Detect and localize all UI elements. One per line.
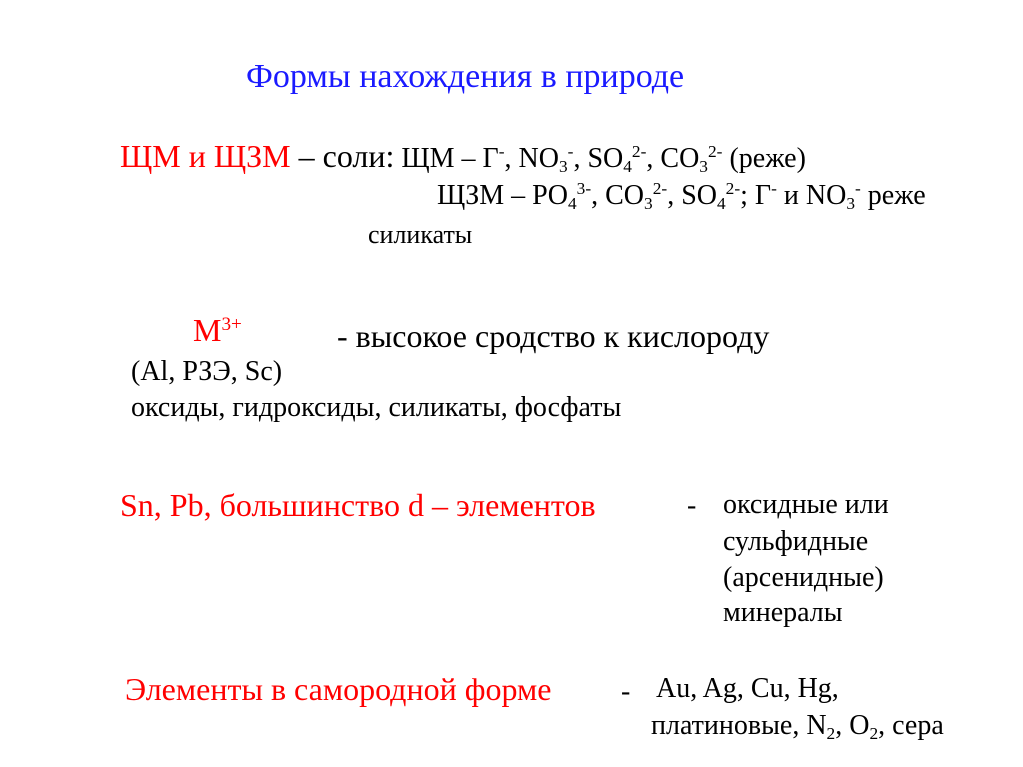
d-elements-line2: сульфидные — [723, 526, 869, 557]
native-elements-dash: - — [621, 676, 631, 707]
alkali-anions: ЩМ – Г-, $NO_3^-$, $SO_4^{2-}$, $CO_3^{2-}$ (реже) — [394, 142, 806, 176]
m3-ion: $M^{3+}$ — [193, 312, 242, 348]
m3-compounds: оксиды, гидроксиды, силикаты, фосфаты — [131, 392, 622, 423]
salts-label: – соли: — [290, 138, 395, 174]
oxygen-affinity: - высокое сродство к кислороду — [337, 318, 770, 354]
section-alkali-metals-line1 — [120, 138, 806, 175]
native-elements-line1: Au, Ag, Cu, Hg, — [656, 673, 839, 704]
d-elements-line1: оксидные или — [723, 489, 889, 520]
d-elements-dash: - — [687, 490, 697, 521]
native-elements-heading: Элементы в самородной форме — [125, 671, 552, 707]
d-elements-line3: (арсенидные) — [723, 562, 884, 593]
silicates-label: силикаты — [368, 220, 473, 249]
alkaline-earth-anions: ЩЗМ – $PO_4^{3-}$, $CO_3^{2-}$, $SO_4^{2-}$; Г- и $NO_3^-$ реже — [437, 179, 926, 213]
d-elements-heading: Sn, Pb, большинство d – элементов — [120, 487, 596, 523]
m3-elements: (Al, РЗЭ, Sc) — [131, 356, 283, 387]
alkali-heading: ЩМ и ЩЗМ — [120, 138, 291, 174]
page-title: Формы нахождения в природе — [246, 58, 685, 95]
native-elements-line2: платиновые, $N_2$, $O_2$, сера — [651, 710, 944, 743]
d-elements-line4: минералы — [723, 597, 843, 628]
